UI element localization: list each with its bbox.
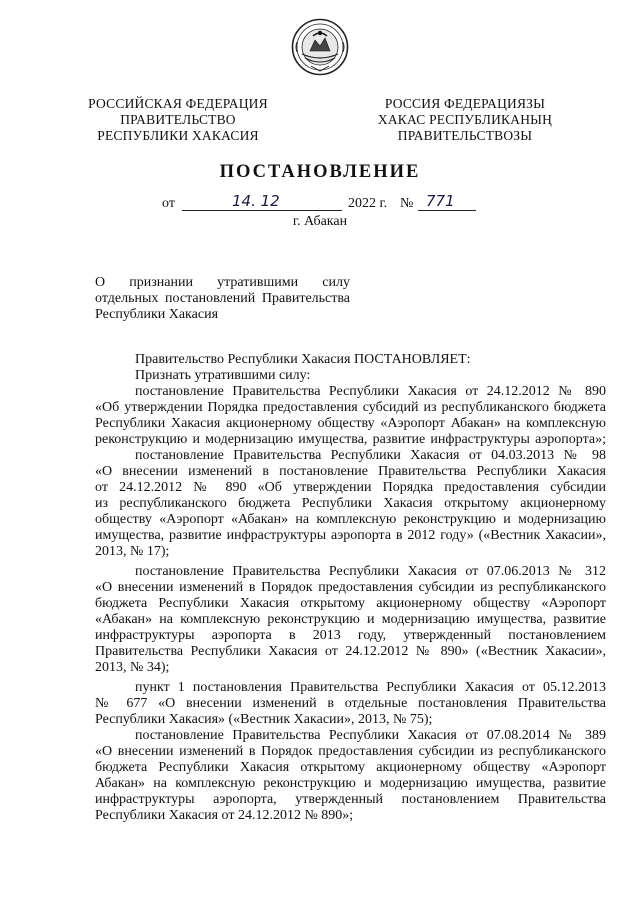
body-line: пункт 1 постановления Правительства Республики Хакасия от 05.12.2013 (135, 680, 606, 695)
intro-paragraph (95, 352, 606, 384)
body-line: «Абакан» на комплексную реконструкцию и модернизацию имущества, развитие (95, 612, 606, 627)
year-label: 2022 г. (348, 196, 388, 211)
body-line: «О внесении изменений в Порядок предоставления субсидии из республиканского (95, 744, 606, 759)
number-sign: № (400, 196, 414, 211)
header-right-block (360, 96, 570, 144)
body-line: Республики Хакасия акционерному обществу «Аэропорт Абакан» на комплексную (95, 416, 606, 431)
handwritten-number: 771 (426, 192, 455, 210)
body-line: «Об утверждении Порядка предоставления субсидий из республиканского бюджета (95, 400, 606, 415)
document-subject (95, 275, 350, 323)
republic-emblem-icon (291, 18, 349, 76)
body-line: «О внесении изменений в постановление Правительства Республики Хакасия (95, 464, 606, 479)
city-label: г. Абакан (292, 214, 348, 229)
document-title: ПОСТАНОВЛЕНИЕ (219, 162, 421, 182)
header-left-line: РЕСПУБЛИКИ ХАКАСИЯ (97, 128, 259, 143)
body-line: постановление Правительства Республики Хакасия от 07.08.2014 № 389 (135, 728, 606, 743)
date-underline (182, 210, 342, 211)
body-line: 2013, № 17); (95, 544, 170, 559)
header-right-line: ХАКАС РЕСПУБЛИКАНЫҢ (377, 112, 553, 127)
header-left-block (72, 96, 284, 144)
header-left-line: РОССИЙСКАЯ ФЕДЕРАЦИЯ (88, 96, 268, 111)
handwritten-date: 14. 12 (232, 192, 280, 210)
body-line: Правительство Республики Хакасия ПОСТАНОВЛЯЕТ: (135, 352, 471, 367)
body-line: «О внесении изменений в Порядок предоставления субсидии из республиканского (95, 580, 606, 595)
body-line: постановление Правительства Республики Хакасия от 07.06.2013 № 312 (135, 564, 606, 579)
header-right-line: ПРАВИТЕЛЬСТВОЗЫ (397, 128, 533, 143)
paragraph-1 (95, 384, 606, 448)
paragraph-2 (95, 448, 606, 560)
header-right-line: РОССИЯ ФЕДЕРАЦИЯЗЫ (384, 96, 546, 111)
body-line: № 677 «О внесении изменений в отдельные постановления Правительства (95, 696, 606, 711)
paragraph-3 (95, 564, 606, 676)
body-line: постановление Правительства Республики Хакасия от 04.03.2013 № 98 (135, 448, 606, 463)
body-line: Абакан» на комплексную реконструкцию и модернизацию имущества, развитие (95, 776, 606, 791)
number-underline (418, 210, 476, 211)
body-line: бюджета Республики Хакасия открытому акционерному обществу «Аэропорт (95, 596, 606, 611)
document-body (95, 352, 606, 824)
body-line: инфраструктуры аэропорта в 2013 году, утвержденный постановлением (95, 628, 606, 643)
body-line: 2013, № 34); (95, 660, 170, 675)
header-left-line: ПРАВИТЕЛЬСТВО (120, 112, 236, 127)
subject-line: отдельных постановлений Правительства (95, 291, 350, 306)
body-line: реконструкцию и модернизацию имущества, развитие инфраструктуры аэропорта»; (95, 432, 606, 447)
subject-line: Республики Хакасия (95, 307, 219, 322)
body-line: Признать утратившими силу: (135, 368, 311, 383)
body-line: обществу «Аэропорт «Абакан» на комплексную реконструкцию и модернизацию (95, 512, 606, 527)
body-line: инфраструктуры аэропорта, утвержденный постановлением Правительства (95, 792, 606, 807)
body-line: бюджета Республики Хакасия открытому акционерному обществу «Аэропорт (95, 760, 606, 775)
subject-line: О признании утратившими силу (95, 275, 350, 290)
from-label: от (162, 196, 175, 211)
body-line: Республики Хакасия» («Вестник Хакасии», 2013, № 75); (95, 712, 433, 727)
body-line: из республиканского бюджета Республики Хакасия открытому акционерному (95, 496, 606, 511)
paragraph-4 (95, 680, 606, 728)
body-line: Республики Хакасия от 24.12.2012 № 890»; (95, 808, 354, 823)
body-line: постановление Правительства Республики Хакасия от 24.12.2012 № 890 (135, 384, 606, 399)
body-line: имущества, развитие инфраструктуры аэропорта в 2012 году» («Вестник Хакасии», (95, 528, 606, 543)
body-line: от 24.12.2012 № 890 «Об утверждении Порядка предоставления субсидии (95, 480, 606, 495)
date-number-row (162, 192, 502, 216)
body-line: Правительства Республики Хакасия от 24.12.2012 № 890» («Вестник Хакасии», (95, 644, 606, 659)
paragraph-5 (95, 728, 606, 824)
